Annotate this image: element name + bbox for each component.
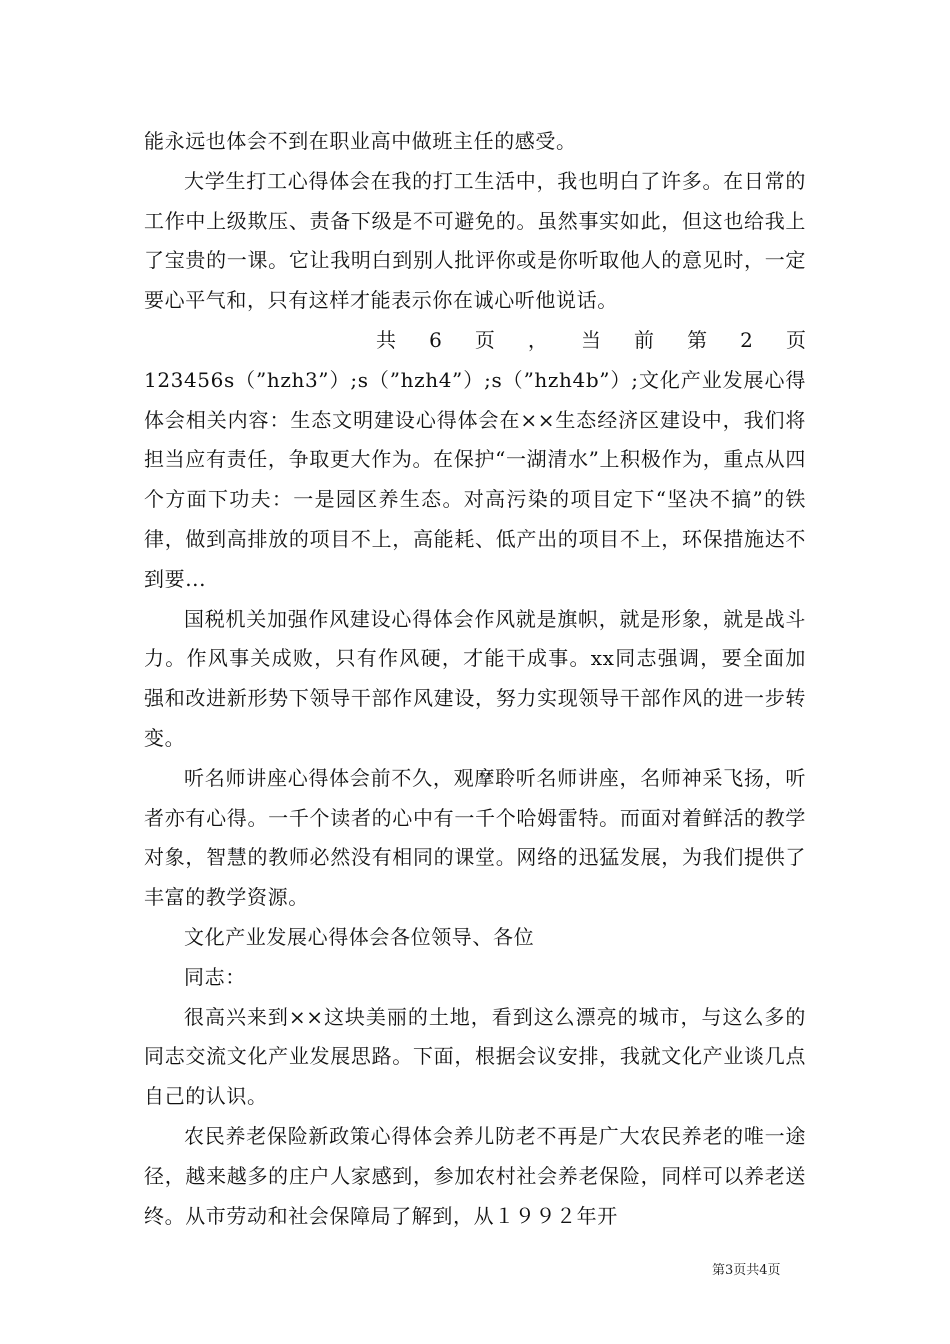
paragraph-culture-industry-greeting: 文化产业发展心得体会各位领导、各位 — [184, 924, 535, 949]
paragraph-comrades: 同志： — [184, 964, 246, 989]
page-count-token: 页 — [474, 327, 495, 352]
paragraph-rural-pension: 农民养老保险新政策心得体会养儿防老不再是广大农民养老的唯一途径，越来越多的庄户人家感到，参加农村社会养老保险，同样可以养老送终。从市劳动和社会保障局了解到，从１９９２年开 — [144, 1123, 806, 1228]
page-count-token: 2 — [740, 327, 753, 352]
paragraph-intro-end: 能永远也体会不到在职业高中做班主任的感受。 — [144, 129, 577, 153]
paragraph-part-time-work: 大学生打工心得体会在我的打工生活中，我也明白了许多。在日常的工作中上级欺压、责备下级是不可避免的。虽然事实如此，但这也给我上了宝贵的一课。它让我明白到别人批评你或是你听取他人的意见时，一定要心平气和，只有这样才能表示你在诚心听他说话。 — [144, 168, 806, 313]
page-count-token: 前 — [634, 327, 655, 352]
paragraph-master-teacher-lecture: 听名师讲座心得体会前不久，观摩聆听名师讲座，名师神采飞扬，听者亦有心得。一千个读者的心中有一千个哈姆雷特。而面对着鲜活的教学对象，智慧的教师必然没有相同的课堂。网络的迅猛发展，为我们提供了丰富的教学资源。 — [144, 765, 806, 910]
document-body — [144, 122, 806, 1236]
page-count-line — [144, 321, 806, 361]
paragraph-tax-work-style: 国税机关加强作风建设心得体会作风就是旗帜，就是形象，就是战斗力。作风事关成败，只有作风硬，才能干成事。xx同志强调，要全面加强和改进新形势下领导干部作风建设，努力实现领导干部作风的进一步转变。 — [144, 606, 806, 750]
paragraph-happy-to-come: 很高兴来到××这块美丽的土地，看到这么漂亮的城市，与这么多的同志交流文化产业发展思路。下面，根据会议安排，我就文化产业谈几点自己的认识。 — [144, 1004, 806, 1109]
page-count-token: 共 — [376, 327, 396, 352]
page-count-token: 页 — [785, 327, 806, 352]
page-footer: 第3页共4页 — [712, 1263, 781, 1278]
page-count-token: 当 — [580, 327, 601, 352]
page-count-token: 第 — [687, 327, 708, 352]
page-count-token: 6 — [429, 327, 442, 352]
page-count-token: ， — [527, 327, 548, 352]
paragraph-culture-industry-links: 123456s（”hzh3”）;s（”hzh4”）;s（”hzh4b”）;文化产业发展心得体会相关内容：生态文明建设心得体会在××生态经济区建设中，我们将担当应有责任，争取更大作为。在保护“一湖清水”上积极作为，重点从四个方面下功夫：一是园区养生态。对高污染的项目定下“坚决不搞”的铁律，做到高排放的项目不上，高能耗、低产出的项目不上，环保措施达不到要... — [144, 367, 806, 591]
